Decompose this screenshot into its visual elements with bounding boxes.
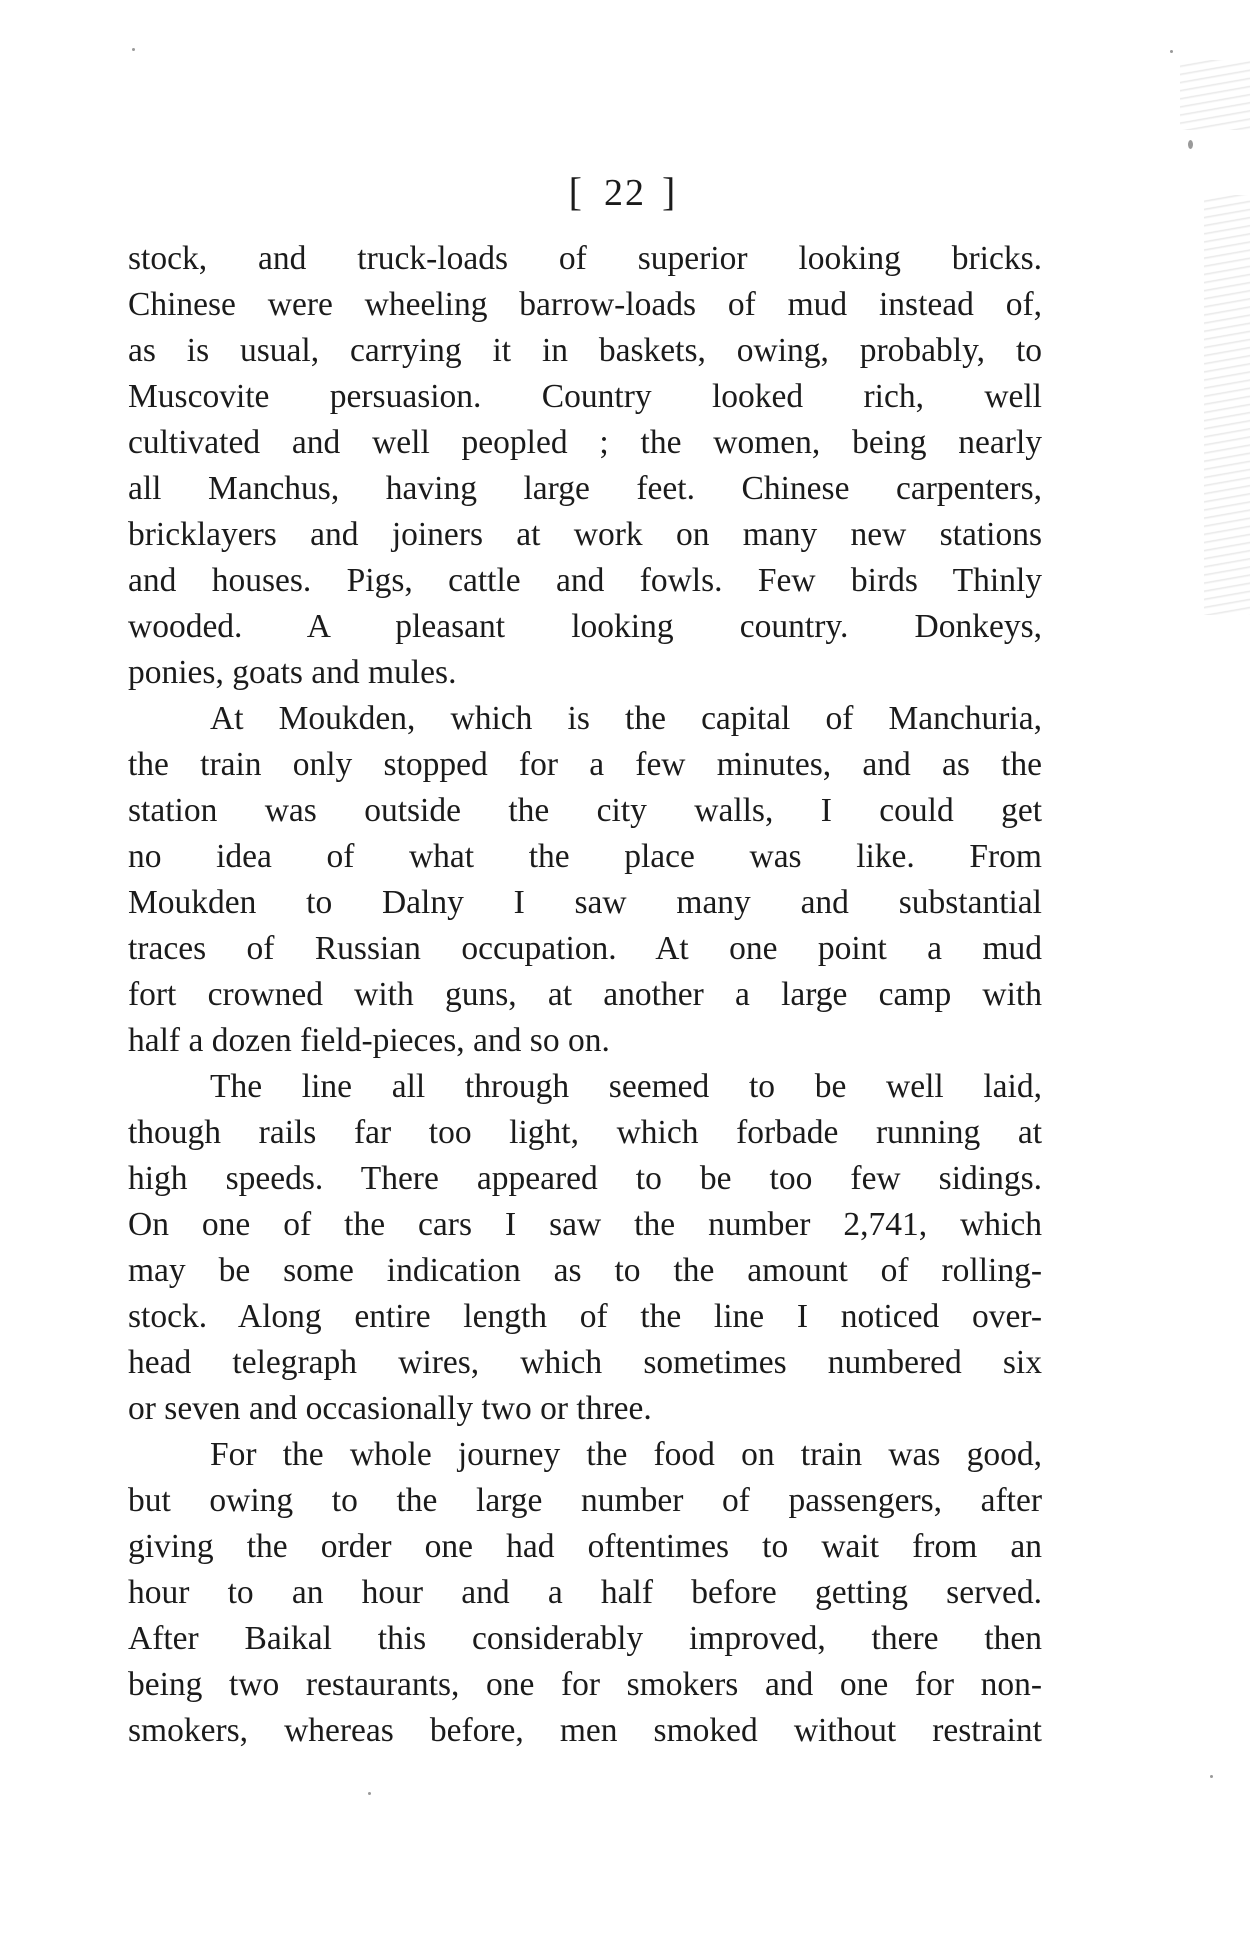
text-line: traces of Russian occupation. At one point a mud [128,930,1042,967]
text-line: After Baikal this considerably improved, there then [128,1620,1042,1657]
text-line: high speeds. There appeared to be too few sidings. [128,1160,1042,1197]
text-line: At Moukden, which is the capital of Manchuria, [210,700,1042,737]
scan-speck [368,1792,371,1795]
text-line: being two restaurants, one for smokers and one for non- [128,1666,1042,1703]
text-line: Chinese were wheeling barrow-loads of mud instead of, [128,286,1042,323]
scan-edge-shadow [1180,60,1250,130]
text-line: stock, and truck-loads of superior looking bricks. [128,240,1042,277]
scan-speck [1170,50,1173,53]
text-line: giving the order one had oftentimes to wait from an [128,1528,1042,1565]
text-line: Muscovite persuasion. Country looked rich, well [128,378,1042,415]
text-line: bricklayers and joiners at work on many new stations [128,516,1042,553]
text-line: Moukden to Dalny I saw many and substantial [128,884,1042,921]
scan-speck [1210,1775,1213,1778]
page-number [0,168,1250,215]
scan-edge-shadow [1204,195,1250,615]
scan-speck [132,48,135,51]
text-line: or seven and occasionally two or three. [128,1390,652,1427]
text-line: cultivated and well peopled ; the women, being nearly [128,424,1042,461]
text-line: half a dozen field-pieces, and so on. [128,1022,610,1059]
text-line: all Manchus, having large feet. Chinese carpenters, [128,470,1042,507]
text-line: fort crowned with guns, at another a large camp with [128,976,1042,1013]
folio-number: 22 [604,172,646,214]
text-line: wooded. A pleasant looking country. Donkeys, [128,608,1042,645]
text-line: and houses. Pigs, cattle and fowls. Few birds Thinly [128,562,1042,599]
text-line: ponies, goats and mules. [128,654,457,691]
text-line: For the whole journey the food on train was good, [210,1436,1042,1473]
scan-speck [1188,140,1193,149]
folio-close-bracket: ] [662,169,682,214]
text-line: but owing to the large number of passengers, after [128,1482,1042,1519]
text-line: smokers, whereas before, men smoked without restraint [128,1712,1042,1749]
body-text [128,236,1042,1754]
text-line: though rails far too light, which forbade running at [128,1114,1042,1151]
text-line: no idea of what the place was like. From [128,838,1042,875]
text-line: stock. Along entire length of the line I noticed over- [128,1298,1042,1335]
text-line: hour to an hour and a half before getting served. [128,1574,1042,1611]
text-line: as is usual, carrying it in baskets, owing, probably, to [128,332,1042,369]
text-line: the train only stopped for a few minutes, and as the [128,746,1042,783]
text-line: The line all through seemed to be well laid, [210,1068,1042,1105]
text-line: On one of the cars I saw the number 2,741, which [128,1206,1042,1243]
folio-open-bracket: [ [568,169,588,214]
text-line: head telegraph wires, which sometimes numbered six [128,1344,1042,1381]
text-line: station was outside the city walls, I could get [128,792,1042,829]
text-line: may be some indication as to the amount of rolling- [128,1252,1042,1289]
